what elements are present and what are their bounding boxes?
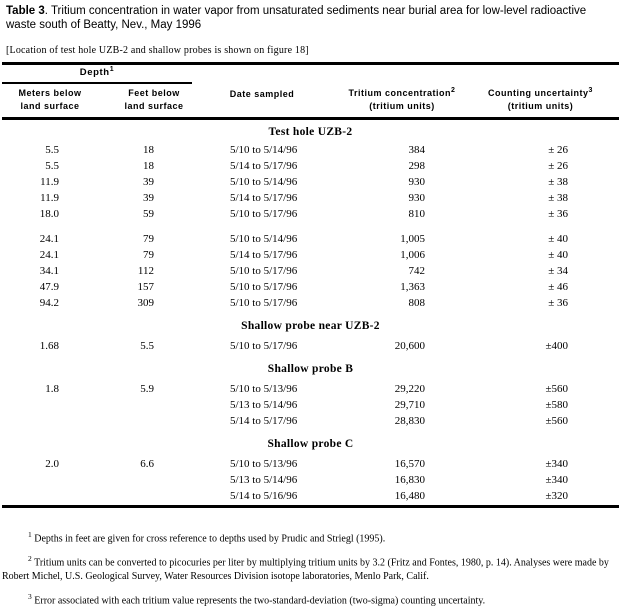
uncertainty-cell: ±320 xyxy=(545,490,568,502)
table-row xyxy=(2,158,619,174)
date-cell: 5/10 to 5/14/96 xyxy=(230,233,298,245)
uncertainty-cell: ±340 xyxy=(545,474,568,486)
table-row xyxy=(2,231,619,247)
uncertainty-cell: ± 40 xyxy=(548,249,568,261)
date-cell: 5/10 to 5/13/96 xyxy=(230,458,298,470)
table-row xyxy=(2,190,619,206)
date-cell: 5/10 to 5/17/96 xyxy=(230,208,298,220)
feet-cell: 59 xyxy=(143,208,154,220)
table-row xyxy=(2,279,619,295)
meters-cell xyxy=(2,397,59,413)
meters-cell: 11.9 xyxy=(40,176,59,188)
tritium-cell: 1,363 xyxy=(400,281,425,293)
uncertainty-cell: ± 46 xyxy=(548,281,568,293)
section-title: Shallow probe B xyxy=(267,363,354,375)
uncertainty-cell: ± 36 xyxy=(548,297,568,309)
depth-footnote-marker: 1 xyxy=(109,66,115,73)
data-table xyxy=(2,62,619,508)
meters-cell xyxy=(2,488,59,504)
table-row xyxy=(2,174,619,190)
feet-cell xyxy=(59,397,154,413)
uncertainty-cell: ±580 xyxy=(545,399,568,411)
tritium-cell: 29,220 xyxy=(394,383,425,395)
tritium-cell: 384 xyxy=(408,144,425,156)
table-row xyxy=(2,456,619,472)
date-cell: 5/14 to 5/17/96 xyxy=(230,249,298,261)
feet-cell xyxy=(59,413,154,429)
date-cell: 5/10 to 5/13/96 xyxy=(230,383,298,395)
uncertainty-header-units: (tritium units) xyxy=(507,101,574,111)
table-row xyxy=(2,397,619,413)
feet-cell: 5.5 xyxy=(140,340,154,352)
feet-cell: 5.9 xyxy=(140,383,154,395)
tritium-cell: 16,830 xyxy=(394,474,425,486)
tritium-cell: 29,710 xyxy=(394,399,425,411)
uncertainty-cell: ± 38 xyxy=(548,192,568,204)
feet-cell: 79 xyxy=(143,249,154,261)
section-title: Shallow probe near UZB-2 xyxy=(241,320,380,332)
footnote: $^1$ Depths in feet are given for cross reference to depths used by Prudic and Striegl (1995). xyxy=(28,530,386,545)
feet-cell xyxy=(59,488,154,504)
uncertainty-cell: ±560 xyxy=(545,415,568,427)
feet-cell: 39 xyxy=(143,176,154,188)
meters-cell: 11.9 xyxy=(40,192,59,204)
meters-cell: 47.9 xyxy=(39,281,59,293)
tritium-cell: 930 xyxy=(408,192,425,204)
table-row xyxy=(2,263,619,279)
meters-cell: 24.1 xyxy=(39,233,59,245)
table-header xyxy=(2,62,619,120)
table-row xyxy=(2,295,619,311)
date-cell: 5/10 to 5/17/96 xyxy=(230,281,298,293)
table-title-text: . Tritium concentration in water vapor from unsaturated sediments near burial area for low-level radioactive waste south of Beatty, Nev., May 1996 xyxy=(6,5,587,31)
meters-cell: 34.1 xyxy=(39,265,59,277)
footnote-marker: 1 xyxy=(28,530,32,539)
meters-cell: 2.0 xyxy=(45,458,59,470)
tritium-cell: 808 xyxy=(408,297,425,309)
tritium-column-header xyxy=(327,84,477,113)
meters-cell: 1.68 xyxy=(39,340,59,352)
tritium-cell: 298 xyxy=(408,160,425,172)
table-row xyxy=(2,488,619,504)
feet-cell: 157 xyxy=(137,281,154,293)
date-cell: 5/10 to 5/14/96 xyxy=(230,144,298,156)
uncertainty-cell: ± 36 xyxy=(548,208,568,220)
date-cell: 5/13 to 5/14/96 xyxy=(230,474,298,486)
footnote-marker: 2 xyxy=(28,554,32,564)
tritium-cell: 20,600 xyxy=(394,340,425,352)
meters-column-header xyxy=(2,87,98,113)
footnote: $^3$ Error associated with each tritium value represents the two-standard-deviation (two-sigma) counting uncertainty. xyxy=(28,591,486,606)
feet-cell: 6.6 xyxy=(140,458,154,470)
uncertainty-cell: ± 26 xyxy=(548,144,568,156)
meters-cell: 1.8 xyxy=(45,383,59,395)
feet-cell: 18 xyxy=(143,160,154,172)
feet-cell: 309 xyxy=(137,297,154,309)
tritium-cell: 810 xyxy=(408,208,425,220)
uncertainty-cell: ±340 xyxy=(545,458,568,470)
table-number: Table 3 xyxy=(6,5,45,17)
footnote-marker: 3 xyxy=(28,591,32,601)
date-cell: 5/14 to 5/16/96 xyxy=(230,490,298,502)
date-cell: 5/14 to 5/17/96 xyxy=(230,192,298,204)
tritium-footnote-marker: 2 xyxy=(451,87,456,94)
meters-header-line1: Meters below xyxy=(18,88,82,98)
date-cell: 5/13 to 5/14/96 xyxy=(230,399,298,411)
meters-cell: 18.0 xyxy=(39,208,59,220)
table-row xyxy=(2,338,619,354)
uncertainty-footnote-marker: 3 xyxy=(588,87,593,94)
table-title xyxy=(6,5,602,32)
tritium-cell: 1,006 xyxy=(400,249,425,261)
date-cell: 5/10 to 5/14/96 xyxy=(230,176,298,188)
meters-header-line2: land surface xyxy=(20,101,80,111)
meters-cell: 5.5 xyxy=(45,144,59,156)
uncertainty-header-label: Counting uncertainty xyxy=(488,88,589,98)
tritium-cell: 16,480 xyxy=(394,490,425,502)
uncertainty-cell: ±560 xyxy=(545,383,568,395)
feet-header-line2: land surface xyxy=(124,101,184,111)
tritium-cell: 16,570 xyxy=(394,458,425,470)
table-row xyxy=(2,381,619,397)
tritium-cell: 28,830 xyxy=(394,415,425,427)
feet-cell xyxy=(59,472,154,488)
date-cell: 5/14 to 5/17/96 xyxy=(230,160,298,172)
date-cell: 5/10 to 5/17/96 xyxy=(230,297,298,309)
table-row xyxy=(2,413,619,429)
row-group-gap xyxy=(2,222,619,231)
feet-column-header xyxy=(102,87,206,113)
meters-cell: 94.2 xyxy=(39,297,59,309)
uncertainty-cell: ± 26 xyxy=(548,160,568,172)
tritium-header-label: Tritium concentration xyxy=(348,88,452,98)
meters-cell: 5.5 xyxy=(45,160,59,172)
table-row xyxy=(2,142,619,158)
table-row xyxy=(2,247,619,263)
uncertainty-cell: ± 38 xyxy=(548,176,568,188)
tritium-cell: 742 xyxy=(408,265,425,277)
feet-cell: 39 xyxy=(143,192,154,204)
section-title: Test hole UZB-2 xyxy=(268,126,353,138)
meters-cell: 24.1 xyxy=(39,249,59,261)
feet-cell: 79 xyxy=(143,233,154,245)
uncertainty-cell: ± 40 xyxy=(548,233,568,245)
table-row xyxy=(2,206,619,222)
tritium-header-units: (tritium units) xyxy=(369,101,435,111)
meters-cell xyxy=(2,472,59,488)
date-cell: 5/14 to 5/17/96 xyxy=(230,415,298,427)
uncertainty-column-header xyxy=(462,84,619,113)
uncertainty-cell: ± 34 xyxy=(548,265,568,277)
footnote: $^2$ Tritium units can be converted to picocuries per liter by multiplying tritium units by 3.2 (Fritz and Fontes, 1980, p. 14). Analyses were made by Robert Michel, U.S. Geological Survey, Water Resources Division isotope laboratories, Menlo Park, Calif. xyxy=(2,554,609,582)
footnotes xyxy=(2,528,619,607)
tritium-cell: 930 xyxy=(408,176,425,188)
feet-cell: 18 xyxy=(143,144,154,156)
table-row xyxy=(2,472,619,488)
date-cell: 5/10 to 5/17/96 xyxy=(230,340,298,352)
meters-cell xyxy=(2,413,59,429)
section-title: Shallow probe C xyxy=(267,438,354,450)
depth-header xyxy=(2,66,192,84)
depth-header-label: Depth xyxy=(79,67,110,79)
table-body xyxy=(2,125,619,508)
feet-cell: 112 xyxy=(137,265,154,277)
bracket-note: [Location of test hole UZB-2 and shallow probes is shown on figure 18] xyxy=(6,45,309,56)
tritium-cell: 1,005 xyxy=(400,233,425,245)
date-cell: 5/10 to 5/17/96 xyxy=(230,265,298,277)
uncertainty-cell: ±400 xyxy=(545,340,568,352)
feet-header-line1: Feet below xyxy=(128,88,180,98)
date-column-header: Date sampled xyxy=(229,89,295,99)
